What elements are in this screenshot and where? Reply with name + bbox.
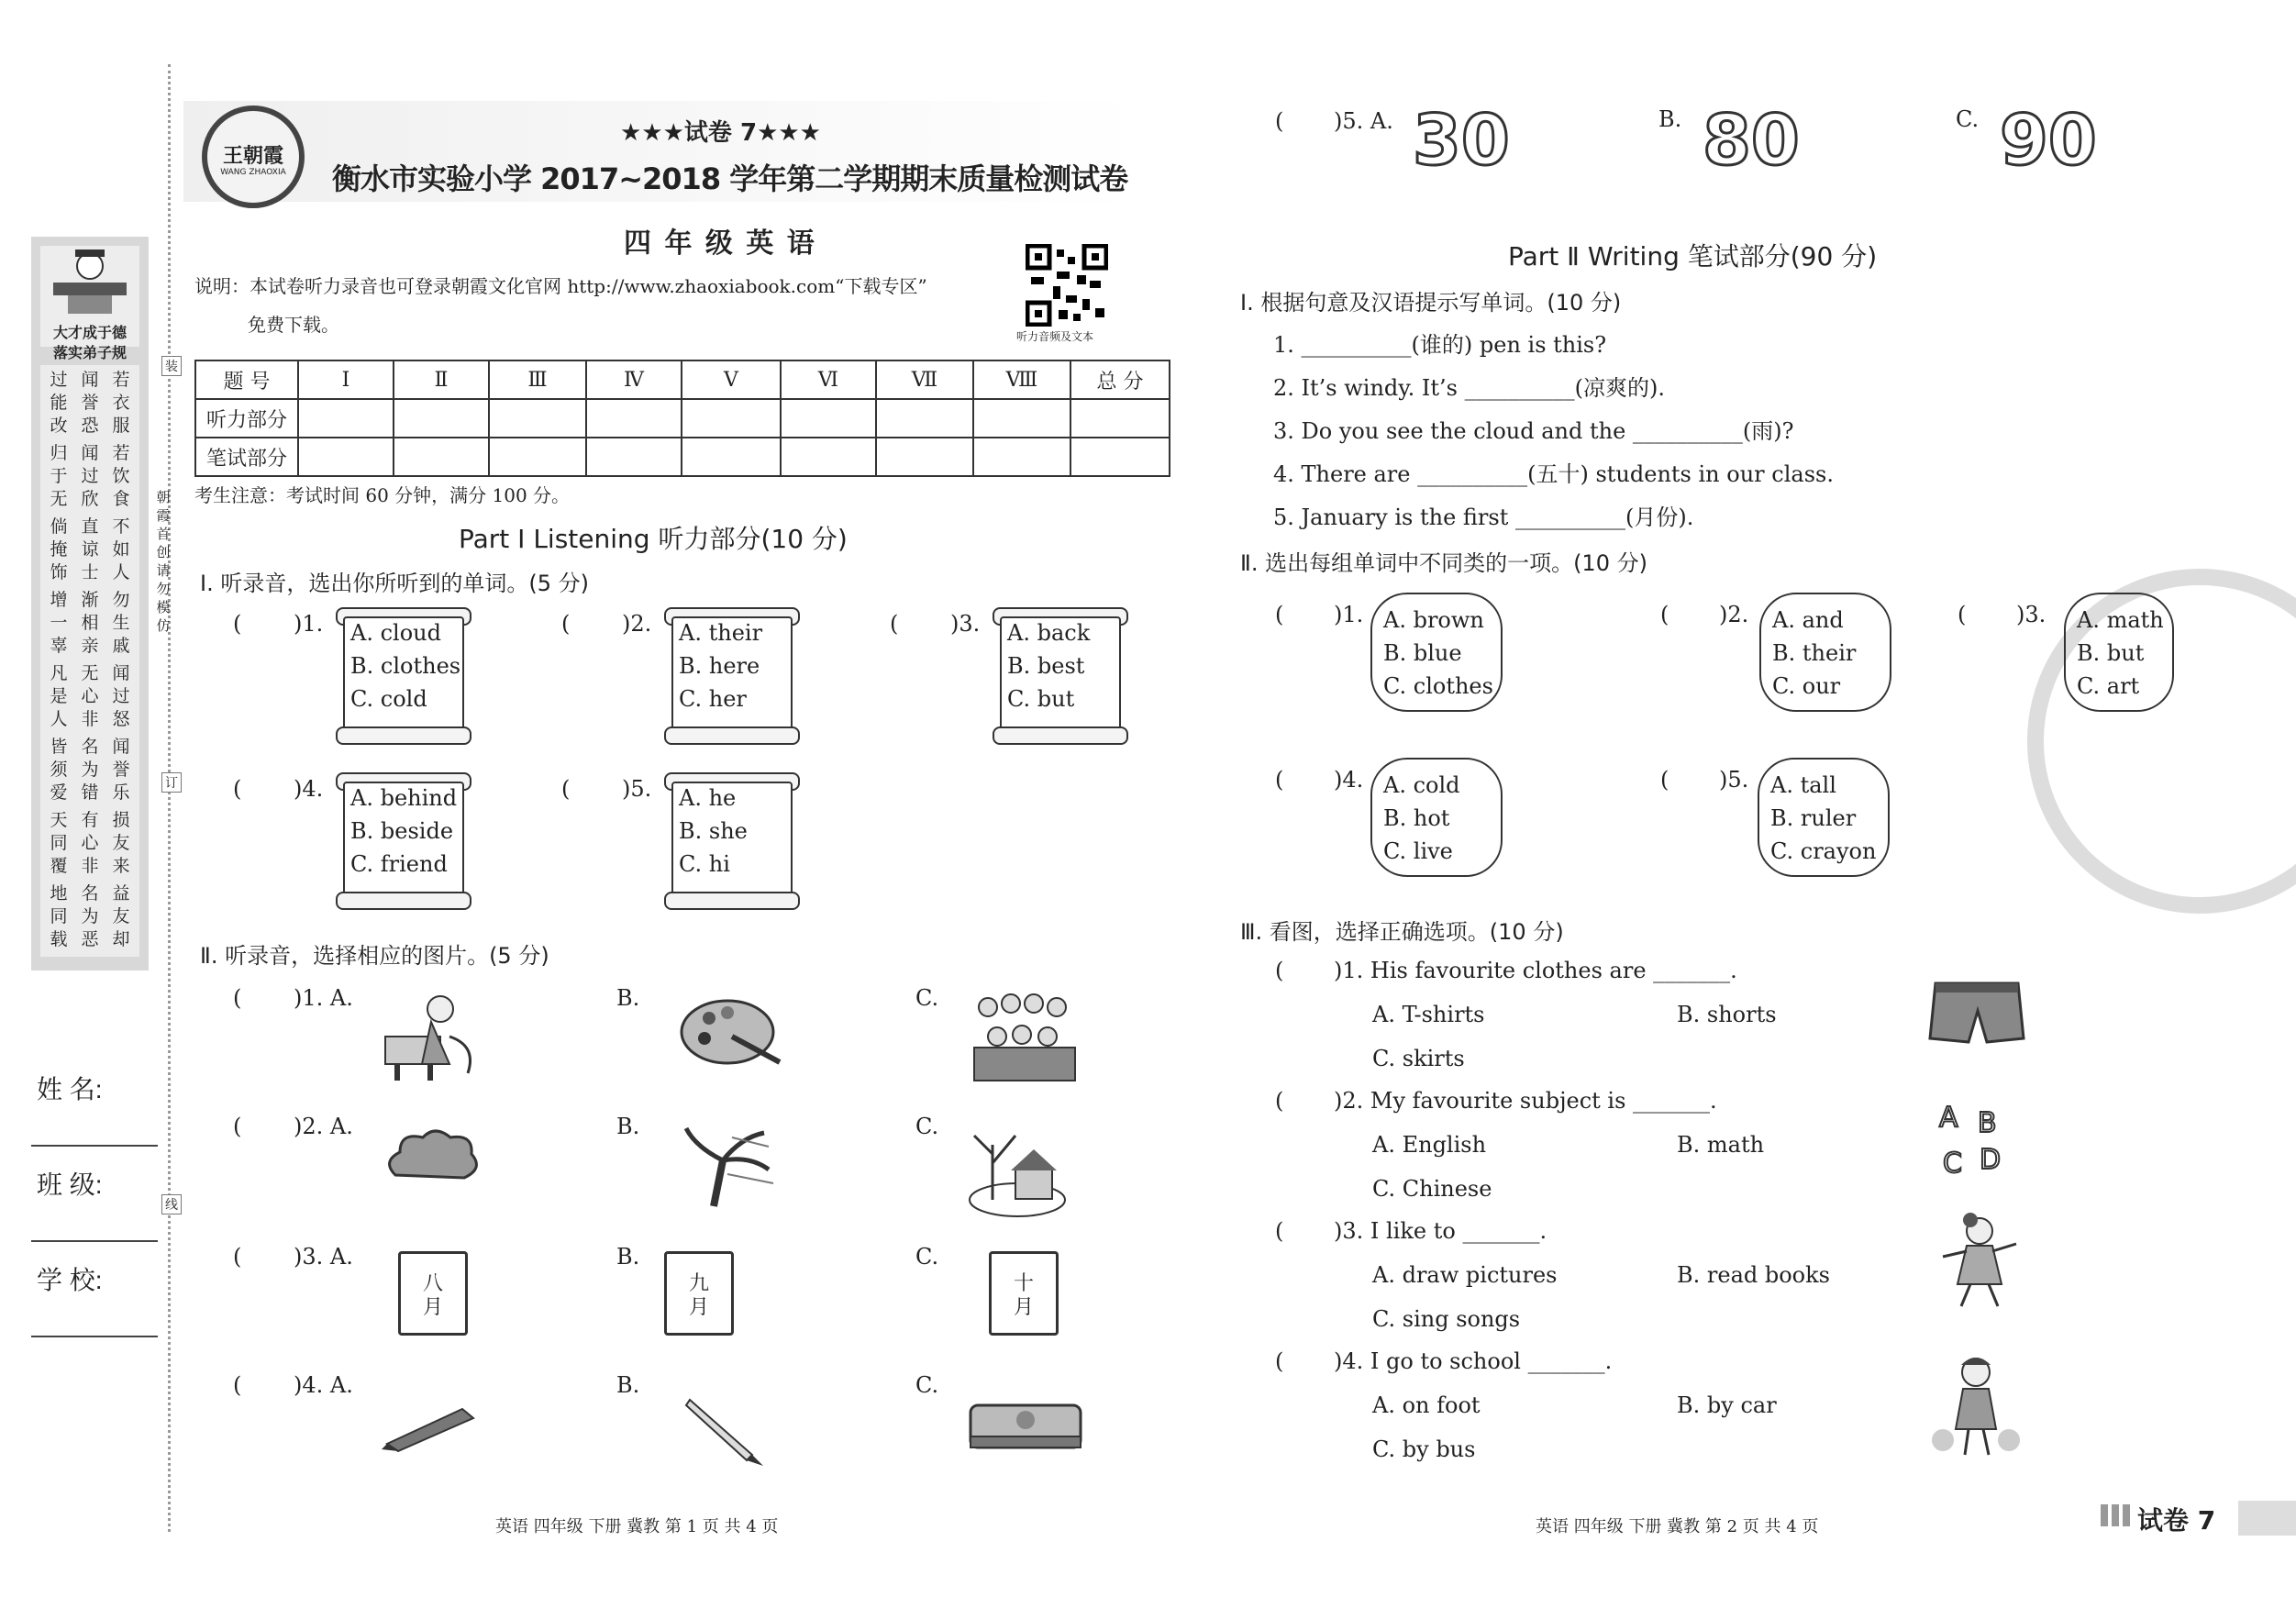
option-text: A. brown	[1383, 607, 1484, 633]
score-header-cell: Ⅷ	[973, 360, 1070, 399]
option-c-label: C.	[915, 1114, 939, 1139]
motto-cell: 增一辜	[50, 590, 68, 656]
corner-tab	[2238, 1501, 2296, 1536]
option-text: B. she	[679, 818, 748, 844]
calendar-picture	[398, 1251, 468, 1336]
q5-c-label: C.	[1956, 106, 1980, 132]
motto-cell: 益友却	[112, 883, 130, 949]
word-oval	[1759, 593, 1891, 712]
score-cell[interactable]	[298, 438, 394, 476]
score-row-label: 听力部分	[195, 399, 298, 438]
option-text: A. their	[679, 620, 763, 646]
option-text: C. hi	[679, 851, 730, 877]
answer-paren[interactable]: (	[1660, 602, 1669, 627]
letter-a: A	[1939, 1102, 1958, 1134]
motto-cell: 闻誉乐	[112, 737, 130, 803]
motto-cell: 若衣服	[112, 370, 130, 436]
word-oval	[1370, 593, 1503, 712]
motto-cell: 若饮食	[112, 443, 130, 509]
part2-sec1-title: Ⅰ. 根据句意及汉语提示写单词。(10 分)	[1240, 290, 1622, 316]
answer-paren[interactable]: (	[233, 1372, 242, 1398]
score-cell[interactable]	[489, 438, 586, 476]
score-header-cell: 总 分	[1070, 360, 1170, 399]
option-text: C. but	[1007, 686, 1075, 712]
score-cell[interactable]	[586, 438, 682, 476]
option-c-label: C.	[915, 985, 939, 1011]
windy-tree-picture	[677, 1119, 778, 1214]
motto-cell: 名为恶	[81, 883, 99, 949]
option-text: C. her	[679, 686, 747, 712]
logo-subtext: WANG ZHAOXIA	[220, 168, 286, 177]
option-text: B. clothes	[350, 653, 461, 679]
motto-cell: 不如人	[112, 516, 130, 582]
option-text: B. best	[1007, 653, 1085, 679]
answer-paren[interactable]: (	[1275, 1218, 1284, 1244]
snowy-house-picture	[965, 1117, 1070, 1222]
answer-paren[interactable]: (	[233, 1244, 242, 1270]
score-cell[interactable]	[682, 438, 781, 476]
seal-char-1: 装	[161, 356, 182, 376]
calendar-month: 十 月	[1013, 1272, 1034, 1319]
option-text: A. math	[2077, 607, 2164, 633]
answer-paren[interactable]: (	[561, 776, 571, 802]
score-header-cell: 题 号	[195, 360, 298, 399]
option-b: B. shorts	[1677, 1002, 1777, 1027]
musician-picture	[376, 981, 486, 1086]
option-text: B. ruler	[1770, 805, 1857, 831]
school-line[interactable]	[31, 1336, 158, 1337]
qr-caption: 听力音频及文本	[1016, 330, 1094, 343]
motto-cell: 凡是人	[50, 663, 68, 729]
footer-left: 英语 四年级 下册 冀教 第 1 页 共 4 页	[495, 1517, 779, 1536]
answer-paren[interactable]: (	[1275, 602, 1284, 627]
logo-text: 王朝霞	[222, 145, 283, 168]
option-c-label: C.	[915, 1372, 939, 1398]
option-text: A. cloud	[350, 620, 441, 646]
question-text: )4. I go to school _______.	[1334, 1348, 1613, 1374]
dancing-girl-picture	[1934, 1211, 2025, 1315]
scroll-card	[336, 604, 473, 741]
question-text: )3. I like to _______.	[1334, 1218, 1547, 1244]
question-number: )2.	[1719, 602, 1749, 627]
option-a: A. T-shirts	[1372, 1002, 1485, 1027]
question-number: )4.	[294, 776, 324, 802]
option-b: B. read books	[1677, 1262, 1830, 1288]
option-b: B. math	[1677, 1132, 1765, 1158]
motto-cell: 直谅士	[81, 516, 99, 582]
motto-top-2: 落实弟子规	[52, 344, 127, 361]
answer-paren[interactable]: (	[1275, 1348, 1284, 1374]
shorts-picture	[1926, 976, 2027, 1053]
option-text: C. clothes	[1383, 673, 1493, 699]
fill-item[interactable]: 3. Do you see the cloud and the __________(雨)?	[1273, 418, 1794, 444]
score-cell[interactable]	[781, 399, 876, 438]
motto-cell: 有心非	[81, 810, 99, 876]
answer-paren[interactable]: (	[233, 1114, 242, 1139]
option-text: B. their	[1772, 640, 1857, 666]
score-cell[interactable]	[781, 438, 876, 476]
pencil-case-picture	[967, 1400, 1086, 1458]
side-note: 朝霞首创 请勿模仿	[156, 489, 171, 634]
answer-paren[interactable]: (	[561, 611, 571, 637]
score-header-cell: Ⅵ	[781, 360, 876, 399]
calendar-month: 九 月	[688, 1272, 709, 1319]
motto-cell: 皆须爱	[50, 737, 68, 803]
score-header-cell: Ⅳ	[586, 360, 682, 399]
word-oval	[2064, 593, 2174, 712]
answer-paren[interactable]: (	[1275, 1088, 1284, 1114]
score-header-row	[195, 360, 1170, 399]
class-line[interactable]	[31, 1240, 158, 1242]
part1-sec2-title: Ⅱ. 听录音，选择相应的图片。(5 分)	[200, 943, 549, 969]
fill-item[interactable]: 1. __________(谁的) pen is this?	[1273, 332, 1607, 358]
motto-cell: 名为错	[81, 737, 99, 803]
fill-item[interactable]: 4. There are __________(五十) students in our class.	[1273, 461, 1834, 487]
answer-paren[interactable]: (	[1275, 767, 1284, 793]
score-cell[interactable]	[973, 399, 1070, 438]
score-cell[interactable]	[682, 399, 781, 438]
name-label: 姓 名:	[37, 1075, 103, 1103]
motto-cell: 勿生戚	[112, 590, 130, 656]
option-b-label: B.	[616, 985, 640, 1011]
choir-picture	[965, 980, 1084, 1089]
option-c: C. sing songs	[1372, 1306, 1521, 1332]
motto-cell: 过能改	[50, 370, 68, 436]
question-number: )2.	[622, 611, 652, 637]
motto-cell: 地同载	[50, 883, 68, 949]
option-text: B. here	[679, 653, 760, 679]
answer-paren[interactable]: (	[1275, 958, 1284, 983]
motto-top-1: 大才成于德	[52, 324, 127, 341]
score-cell[interactable]	[973, 438, 1070, 476]
calendar-picture	[664, 1251, 734, 1336]
score-cell[interactable]	[876, 438, 973, 476]
option-text: B. beside	[350, 818, 454, 844]
answer-paren[interactable]: (	[233, 985, 242, 1011]
walking-girl-picture	[1930, 1352, 2022, 1466]
motto-cell: 闻过怒	[112, 663, 130, 729]
scroll-roll-bottom	[336, 726, 471, 745]
option-b-label: B.	[616, 1372, 640, 1398]
motto-cell: 倘掩饰	[50, 516, 68, 582]
question-number: )5.	[622, 776, 652, 802]
cloud-picture	[382, 1125, 482, 1192]
question-number: )3. A.	[294, 1244, 353, 1270]
option-text: A. and	[1772, 607, 1844, 633]
option-text: C. our	[1772, 673, 1841, 699]
score-row-label: 笔试部分	[195, 438, 298, 476]
option-text: A. cold	[1383, 772, 1460, 798]
question-number: )1.	[1334, 602, 1364, 627]
score-header-cell: Ⅰ	[298, 360, 394, 399]
motto-cell: 无心非	[81, 663, 99, 729]
motto-cell: 渐相亲	[81, 590, 99, 656]
option-a: A. on foot	[1372, 1392, 1481, 1418]
q5-option-c: 90	[2000, 99, 2097, 181]
option-a: A. English	[1372, 1132, 1487, 1158]
letter-b: B	[1978, 1107, 1997, 1139]
option-text: C. friend	[350, 851, 448, 877]
seal-char-2: 订	[161, 772, 182, 793]
name-line[interactable]	[31, 1145, 158, 1147]
question-number: )1.	[294, 611, 324, 637]
option-text: A. tall	[1770, 772, 1836, 798]
option-b-label: B.	[616, 1244, 640, 1270]
subject-title: 四 年 级 英 语	[624, 227, 816, 260]
scroll-card	[336, 769, 473, 906]
scroll-card	[664, 769, 802, 906]
option-text: A. behind	[350, 785, 458, 811]
option-text: C. cold	[350, 686, 427, 712]
question-number: )2. A.	[294, 1114, 353, 1139]
answer-paren[interactable]: (	[890, 611, 899, 637]
answer-paren[interactable]: (	[233, 611, 242, 637]
score-header-cell: Ⅱ	[394, 360, 489, 399]
motto-grid	[40, 365, 139, 957]
score-cell[interactable]	[489, 399, 586, 438]
option-b: B. by car	[1677, 1392, 1777, 1418]
part1-title: Part Ⅰ Listening 听力部分(10 分)	[459, 524, 848, 554]
exam-notice: 考生注意：考试时间 60 分钟，满分 100 分。	[194, 484, 571, 506]
calendar-month: 八 月	[422, 1272, 443, 1319]
motto-cell: 归于无	[50, 443, 68, 509]
answer-paren[interactable]: (	[233, 776, 242, 802]
scroll-card	[993, 604, 1130, 741]
part1-sec1-title: Ⅰ. 听录音，选出你所听到的单词。(5 分)	[200, 571, 589, 596]
score-cell[interactable]	[1070, 438, 1170, 476]
motto-cell: 天同覆	[50, 810, 68, 876]
score-header-cell: Ⅲ	[489, 360, 586, 399]
option-a: A. draw pictures	[1372, 1262, 1558, 1288]
word-oval	[1370, 758, 1503, 877]
option-c: C. by bus	[1372, 1436, 1476, 1462]
question-text: )1. His favourite clothes are _______.	[1334, 958, 1737, 983]
question-number: )4.	[1334, 767, 1364, 793]
score-cell[interactable]	[394, 399, 489, 438]
question-number: )4. A.	[294, 1372, 353, 1398]
school-label: 学 校:	[37, 1266, 103, 1294]
score-cell[interactable]	[586, 399, 682, 438]
score-header-cell: Ⅶ	[876, 360, 973, 399]
part2-sec2-title: Ⅱ. 选出每组单词中不同类的一项。(10 分)	[1240, 550, 1647, 576]
calendar-picture	[989, 1251, 1059, 1336]
part2-sec3-title: Ⅲ. 看图，选择正确选项。(10 分)	[1240, 919, 1564, 945]
scroll-card	[664, 604, 802, 741]
question-number: )1. A.	[294, 985, 353, 1011]
option-c: C. Chinese	[1372, 1176, 1492, 1202]
option-b-label: B.	[616, 1114, 640, 1139]
publisher-logo	[202, 105, 305, 208]
score-cell[interactable]	[298, 399, 394, 438]
option-text: C. live	[1383, 838, 1453, 864]
abcd-letters-picture	[1937, 1095, 2011, 1181]
scroll-roll-bottom	[993, 726, 1128, 745]
scroll-roll-bottom	[664, 726, 800, 745]
scroll-roll-bottom	[336, 892, 471, 910]
q5-num: )5. A.	[1334, 108, 1393, 134]
qr-code[interactable]	[1026, 244, 1108, 327]
footer-right: 英语 四年级 下册 冀教 第 2 页 共 4 页	[1536, 1517, 1819, 1536]
paint-palette-picture	[677, 991, 787, 1077]
series-label: ★★★试卷 7★★★	[620, 119, 821, 147]
score-row-listening	[195, 399, 1170, 438]
corner-label: 试卷 7	[2137, 1505, 2216, 1536]
part2-title: Part Ⅱ Writing 笔试部分(90 分)	[1508, 241, 1878, 272]
motto-cell: 损友来	[112, 810, 130, 876]
corner-decoration	[2101, 1504, 2134, 1526]
option-text: B. but	[2077, 640, 2145, 666]
option-c: C. skirts	[1372, 1046, 1465, 1071]
scroll-roll-bottom	[664, 892, 800, 910]
question-number: )3.	[950, 611, 981, 637]
answer-paren[interactable]: (	[1958, 602, 1967, 627]
score-table	[194, 360, 1170, 477]
note-line-1: 说明：本试卷听力录音也可登录朝霞文化官网 http://www.zhaoxiabook.com“下载专区”	[194, 275, 927, 297]
word-oval	[1758, 758, 1890, 877]
fold-line	[168, 64, 171, 1532]
score-header-cell: Ⅴ	[682, 360, 781, 399]
motto-heading	[40, 323, 139, 363]
question-text: )2. My favourite subject is _______.	[1334, 1088, 1717, 1114]
question-number: )3.	[2016, 602, 2046, 627]
q5-option-a: 30	[1413, 99, 1510, 181]
motto-cell: 闻过欣	[81, 443, 99, 509]
option-text: A. back	[1007, 620, 1091, 646]
option-text: B. blue	[1383, 640, 1462, 666]
pencil-picture	[684, 1394, 767, 1471]
motto-cell: 闻誉恐	[81, 370, 99, 436]
score-row-writing	[195, 438, 1170, 476]
note-line-2: 免费下载。	[248, 314, 339, 336]
q5-b-label: B.	[1658, 106, 1682, 132]
fill-item[interactable]: 2. It’s windy. It’s __________(凉爽的).	[1273, 375, 1665, 401]
option-text: C. art	[2077, 673, 2140, 699]
score-cell[interactable]	[1070, 399, 1170, 438]
option-text: A. he	[679, 785, 737, 811]
option-text: C. crayon	[1770, 838, 1877, 864]
score-cell[interactable]	[876, 399, 973, 438]
option-c-label: C.	[915, 1244, 939, 1270]
score-cell[interactable]	[394, 438, 489, 476]
q5-option-b: 80	[1703, 99, 1800, 181]
fill-item[interactable]: 5. January is the first __________(月份).	[1273, 505, 1694, 530]
answer-paren[interactable]: (	[1660, 767, 1669, 793]
letter-d: D	[1980, 1144, 2002, 1176]
pen-picture	[380, 1398, 481, 1457]
q5-paren: (	[1275, 108, 1284, 134]
letter-c: C	[1943, 1148, 1962, 1178]
exam-title: 衡水市实验小学 2017~2018 学年第二学期期末质量检测试卷	[332, 161, 1128, 196]
option-text: B. hot	[1383, 805, 1450, 831]
seal-char-3: 线	[161, 1194, 182, 1214]
class-label: 班 级:	[37, 1170, 103, 1199]
question-number: )5.	[1719, 767, 1749, 793]
